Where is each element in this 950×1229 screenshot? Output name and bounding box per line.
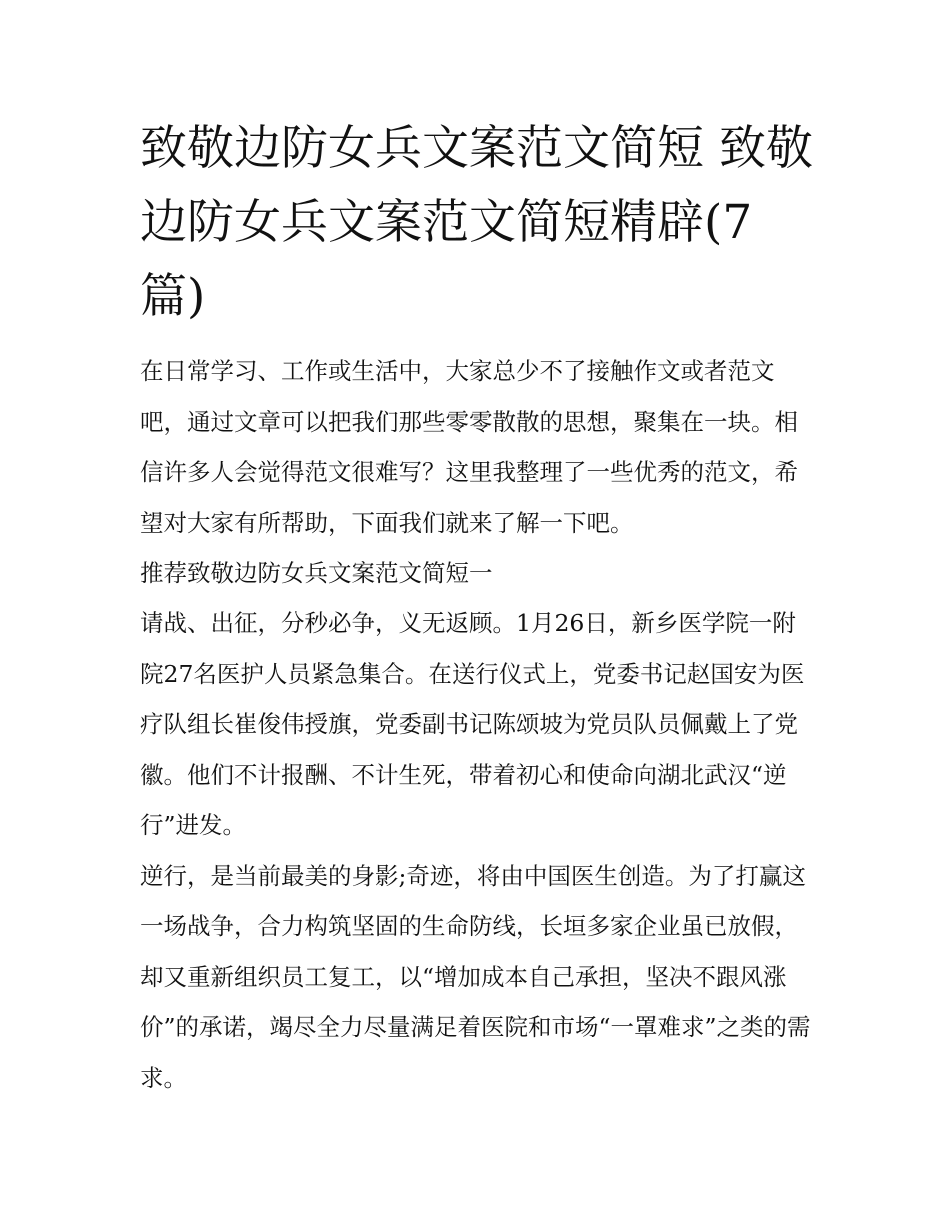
document-page: [140, 112, 815, 1103]
section-heading: 推荐致敬边防女兵文案范文简短一: [140, 559, 493, 587]
body-paragraph-1: 请战、出征，分秒必争，义无返顾。1月26日，新乡医学院一附院27名医护人员紧急集合。在送行仪式上，党委书记赵国安为医疗队组长崔俊伟授旗，党委副书记陈颂坡为党员队员佩戴上了党徽。他们不计报酬、不计生死，带着初心和使命向湖北武汉“逆行”进发。: [140, 609, 805, 839]
body-paragraph-2: 逆行，是当前最美的身影;奇迹，将由中国医生创造。为了打赢这一场战争，合力构筑坚固的生命防线，长垣多家企业虽已放假，却又重新组织员工复工，以“增加成本自己承担，坚决不跟风涨价”的承诺，竭尽全力尽量满足着医院和市场“一罩难求”之类的需求。: [140, 861, 811, 1092]
intro-paragraph: 在日常学习、工作或生活中，大家总少不了接触作文或者范文吧，通过文章可以把我们那些零零散散的思想，聚集在一块。相信许多人会觉得范文很难写？这里我整理了一些优秀的范文，希望对大家有所帮助，下面我们就来了解一下吧。: [140, 357, 798, 537]
document-title: 致敬边防女兵文案范文简短 致敬边防女兵文案范文简短精辟(7篇): [140, 121, 813, 324]
document-body: [140, 346, 815, 1103]
